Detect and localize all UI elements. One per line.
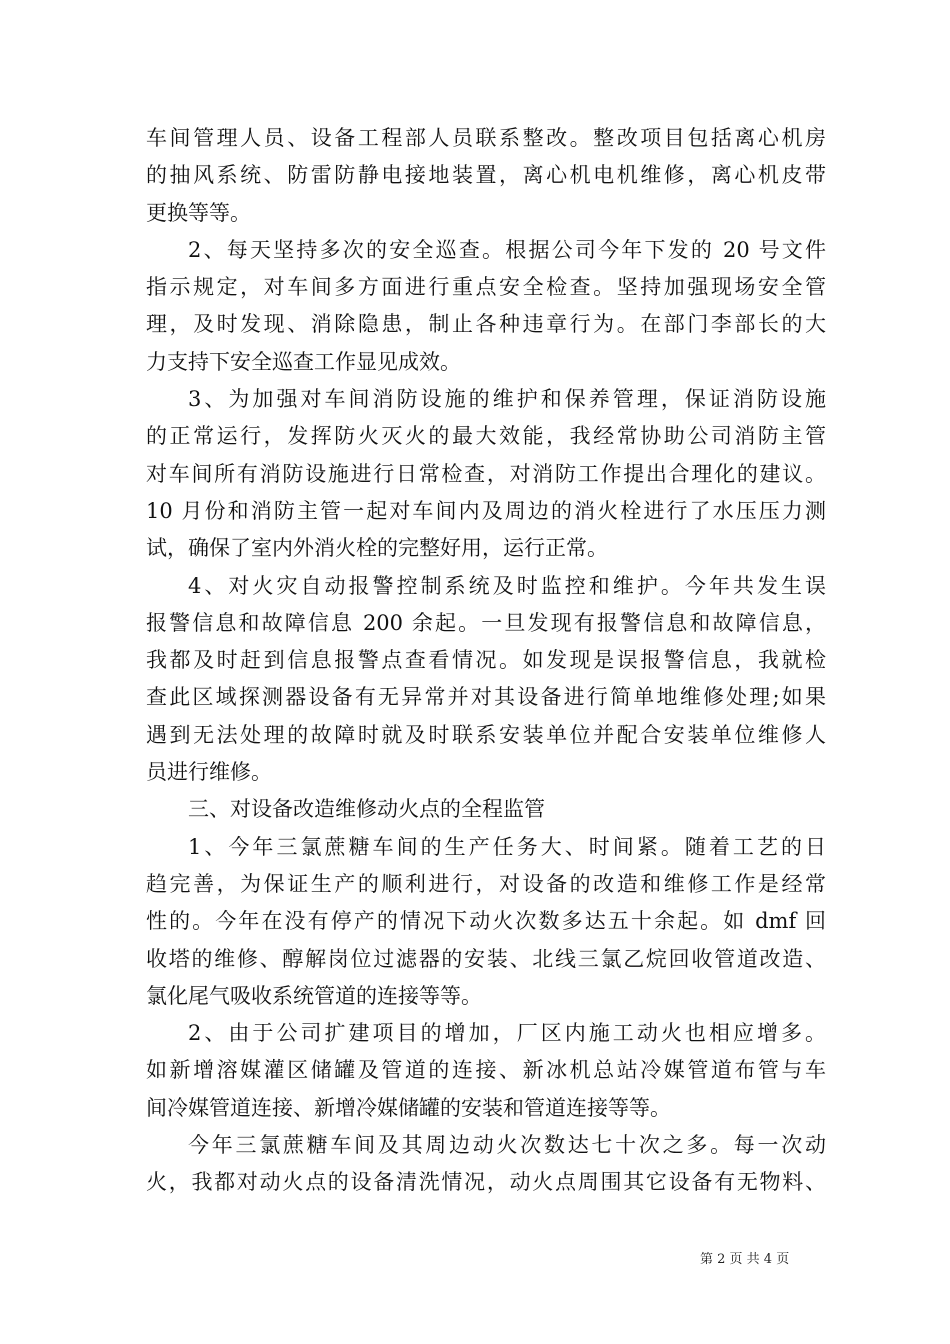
text-line: 10 月份和消防主管一起对车间内及周边的消火栓进行了水压压力测 <box>146 498 826 523</box>
text-line: 我都及时赶到信息报警点查看情况。如发现是误报警信息，我就检 <box>146 648 826 673</box>
text-line: 员进行维修。 <box>146 760 272 785</box>
text-line: 对车间所有消防设施进行日常检查，对消防工作提出合理化的建议。 <box>146 461 826 486</box>
text-line: 车间管理人员、设备工程部人员联系整改。整改项目包括离心机房 <box>146 126 826 150</box>
text-line: 收塔的维修、醇解岗位过滤器的安装、北线三氯乙烷回收管道改造、 <box>146 946 826 971</box>
text-line: 的正常运行，发挥防火灭火的最大效能，我经常协助公司消防主管 <box>146 424 826 449</box>
text-line: 报警信息和故障信息 200 余起。一旦发现有报警信息和故障信息， <box>146 610 826 635</box>
text-line: 今年三氯蔗糖车间及其周边动火次数达七十次之多。每一次动 <box>188 1133 826 1158</box>
text-line: 遇到无法处理的故障时就及时联系安装单位并配合安装单位维修人 <box>146 722 826 747</box>
text-line: 氯化尾气吸收系统管道的连接等等。 <box>146 983 482 1008</box>
text-line: 理，及时发现、消除隐患，制止各种违章行为。在部门李部长的大 <box>146 312 826 337</box>
text-line: 性的。今年在没有停产的情况下动火次数多达五十余起。如 dmf 回 <box>146 909 826 934</box>
text-line: 试，确保了室内外消火栓的完整好用，运行正常。 <box>146 536 608 561</box>
text-line: 4、对火灾自动报警控制系统及时监控和维护。今年共发生误 <box>188 573 826 598</box>
text-line: 的抽风系统、防雷防静电接地装置，离心机电机维修，离心机皮带 <box>146 163 826 188</box>
text-line: 间冷媒管道连接、新增冷媒储罐的安装和管道连接等等。 <box>146 1095 671 1120</box>
text-line: 3、为加强对车间消防设施的维护和保养管理，保证消防设施 <box>188 387 826 412</box>
text-line: 指示规定，对车间多方面进行重点安全检查。坚持加强现场安全管 <box>146 275 826 300</box>
text-line: 更换等等。 <box>146 200 251 225</box>
text-line: 如新增溶媒灌区储罐及管道的连接、新冰机总站冷媒管道布管与车 <box>146 1058 826 1083</box>
text-line: 查此区域探测器设备有无异常并对其设备进行简单地维修处理;如果 <box>146 685 826 710</box>
text-line: 2、由于公司扩建项目的增加，厂区内施工动火也相应增多。 <box>188 1021 826 1046</box>
text-line: 1、今年三氯蔗糖车间的生产任务大、时间紧。随着工艺的日 <box>188 834 826 859</box>
document-body <box>146 120 826 1202</box>
text-line: 力支持下安全巡查工作显见成效。 <box>146 349 461 374</box>
text-line: 2、每天坚持多次的安全巡查。根据公司今年下发的 20 号文件 <box>188 237 826 262</box>
text-line: 火，我都对动火点的设备清洗情况，动火点周围其它设备有无物料、 <box>146 1170 826 1195</box>
text-line: 三、对设备改造维修动火点的全程监管 <box>188 797 545 822</box>
text-line: 趋完善，为保证生产的顺利进行，对设备的改造和维修工作是经常 <box>146 871 826 896</box>
page-number: 第 2 页 共 4 页 <box>700 1252 790 1267</box>
